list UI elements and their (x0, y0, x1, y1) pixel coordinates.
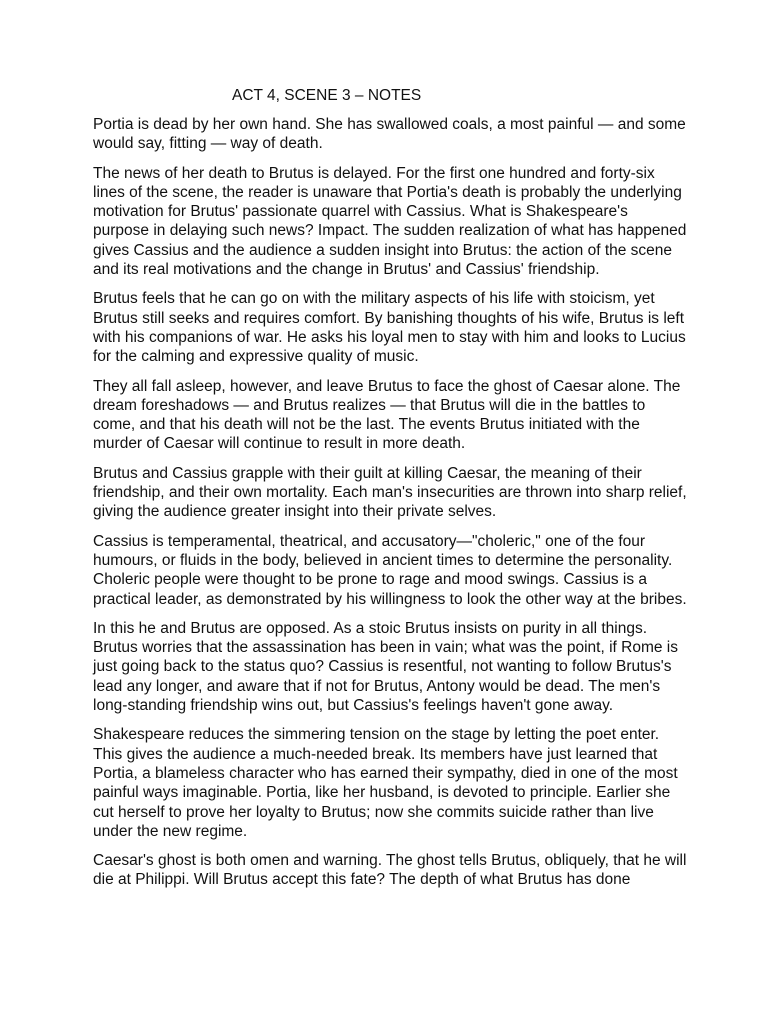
document-title: ACT 4, SCENE 3 – NOTES (232, 87, 422, 104)
paragraph: Brutus feels that he can go on with the military aspects of his life with stoicism, yet Brutus still seeks and requires comfort. By banishing thoughts of his wife, Brutus is left with his companions of war. He asks his loyal men to stay with him and looks to Lucius for the calming and expressive quality of music. (93, 290, 686, 366)
paragraph: Caesar's ghost is both omen and warning. The ghost tells Brutus, obliquely, that he will die at Philippi. Will Brutus accept this fate? The depth of what Brutus has done (93, 852, 687, 889)
document-body (93, 115, 687, 900)
paragraph: Portia is dead by her own hand. She has swallowed coals, a most painful — and some would say, fitting — way of death. (93, 116, 686, 153)
paragraph: Shakespeare reduces the simmering tension on the stage by letting the poet enter. This gives the audience a much-needed break. Its members have just learned that Portia, a blameless character who has earned their sympathy, died in one of the most painful ways imaginable. Portia, like her husband, is devoted to principle. Earlier she cut herself to prove her loyalty to Brutus; now she commits suicide rather than live under the new regime. (93, 726, 678, 840)
paragraph: The news of her death to Brutus is delayed. For the first one hundred and forty-six lines of the scene, the reader is unaware that Portia's death is probably the underlying motivation for Brutus' passionate quarrel with Cassius. What is Shakespeare's purpose in delaying such news? Impact. The sudden realization of what has happened gives Cassius and the audience a sudden insight into Brutus: the action of the scene and its real motivations and the change in Brutus' and Cassius' friendship. (93, 164, 687, 279)
paragraph: Cassius is temperamental, theatrical, and accusatory—"choleric," one of the four humours, or fluids in the body, believed in ancient times to determine the personality. Choleric people were thought to be prone to rage and mood swings. Cassius is a practical leader, as demonstrated by his willingness to look the other way at the bribes. (93, 532, 687, 608)
paragraph: Brutus and Cassius grapple with their guilt at killing Caesar, the meaning of their friendship, and their own mortality. Each man's insecurities are thrown into sharp relief, giving the audience greater insight into their private selves. (93, 464, 687, 521)
paragraph: In this he and Brutus are opposed. As a stoic Brutus insists on purity in all things. Brutus worries that the assassination has been in vain; what was the point, if Rome is just going back to the status quo? Cassius is resentful, not wanting to follow Brutus's lead any longer, and aware that if not for Brutus, Antony would be dead. The men's long-standing friendship wins out, but Cassius's feelings haven't gone away. (93, 619, 678, 715)
paragraph: They all fall asleep, however, and leave Brutus to face the ghost of Caesar alone. The dream foreshadows — and Brutus realizes — that Brutus will die in the battles to come, and that his death will not be the last. The events Brutus initiated with the murder of Caesar will continue to result in more death. (93, 377, 681, 453)
